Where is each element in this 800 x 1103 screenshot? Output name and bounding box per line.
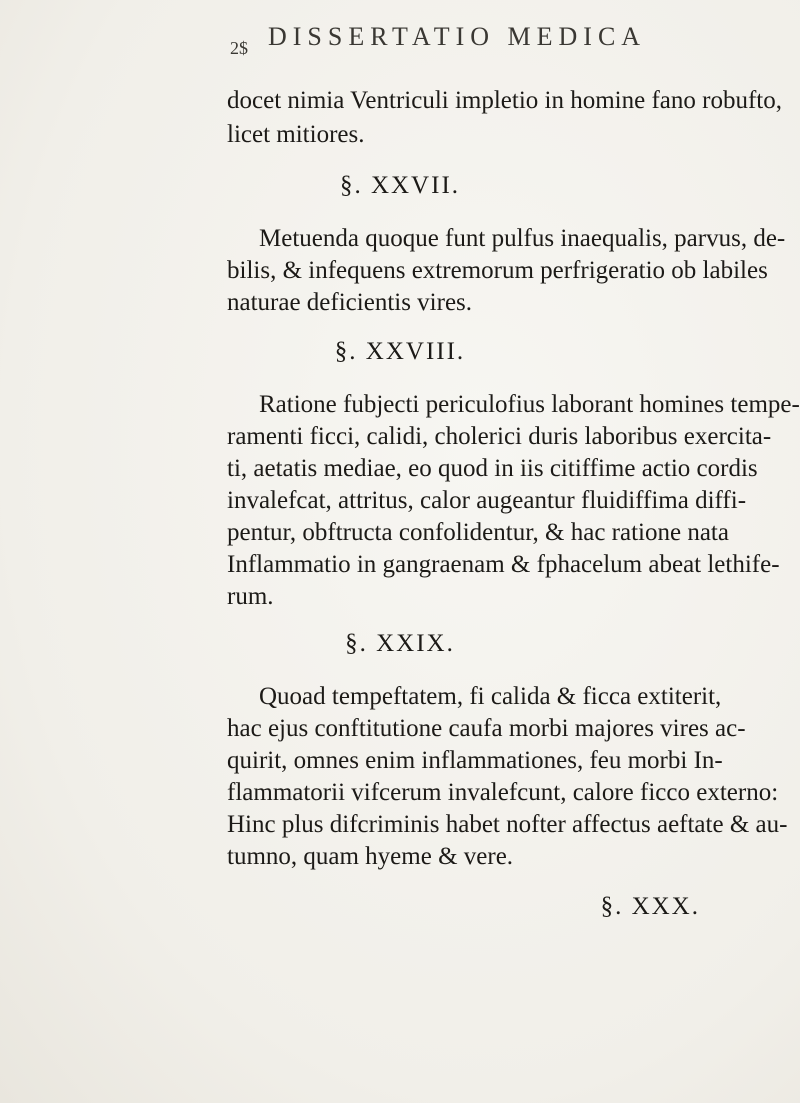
text-line: naturae deficientis vires.	[227, 289, 473, 316]
text-line: invalefcat, attritus, calor augeantur fluidiffima diffi-	[227, 487, 747, 514]
text-line: Ratione fubjecti periculofius laborant homines tempe-	[259, 391, 800, 418]
text-line: docet nimia Ventriculi impletio in homine fano robufto,	[227, 87, 782, 114]
section-heading: §. XXVII.	[339, 172, 461, 199]
section-heading: §. XXVIII.	[334, 338, 466, 365]
text-line: licet mitiores.	[227, 121, 365, 148]
text-line: Quoad tempeftatem, fi calida & ficca extiterit,	[259, 683, 722, 710]
text-line: bilis, & infequens extremorum perfrigeratio ob labiles	[227, 257, 768, 284]
text-line: ti, aetatis mediae, eo quod in iis citiffime actio cordis	[227, 455, 758, 482]
text-line: quirit, omnes enim inflammationes, feu morbi In-	[227, 747, 723, 774]
text-line: flammatorii vifcerum invalefcunt, calore ficco externo:	[227, 779, 779, 806]
text-line: rum.	[227, 583, 274, 610]
text-line: hac ejus conftitutione caufa morbi majores vires ac-	[227, 715, 746, 742]
text-line: pentur, obftructa confolidentur, & hac ratione nata	[227, 519, 729, 546]
page-number: 2$	[230, 38, 248, 58]
text-line: Inflammatio in gangraenam & fphacelum abeat lethife-	[227, 551, 780, 578]
catchword: §. XXX.	[600, 893, 700, 920]
text-line: ramenti ficci, calidi, cholerici duris laboribus exercita-	[227, 423, 772, 450]
running-title: DISSERTATIO MEDICA	[268, 22, 647, 51]
text-line: Hinc plus difcriminis habet nofter affectus aeftate & au-	[227, 811, 788, 838]
section-heading: §. XXIX.	[345, 630, 455, 657]
text-line: tumno, quam hyeme & vere.	[227, 843, 514, 870]
text-line: Metuenda quoque funt pulfus inaequalis, parvus, de-	[259, 225, 786, 252]
